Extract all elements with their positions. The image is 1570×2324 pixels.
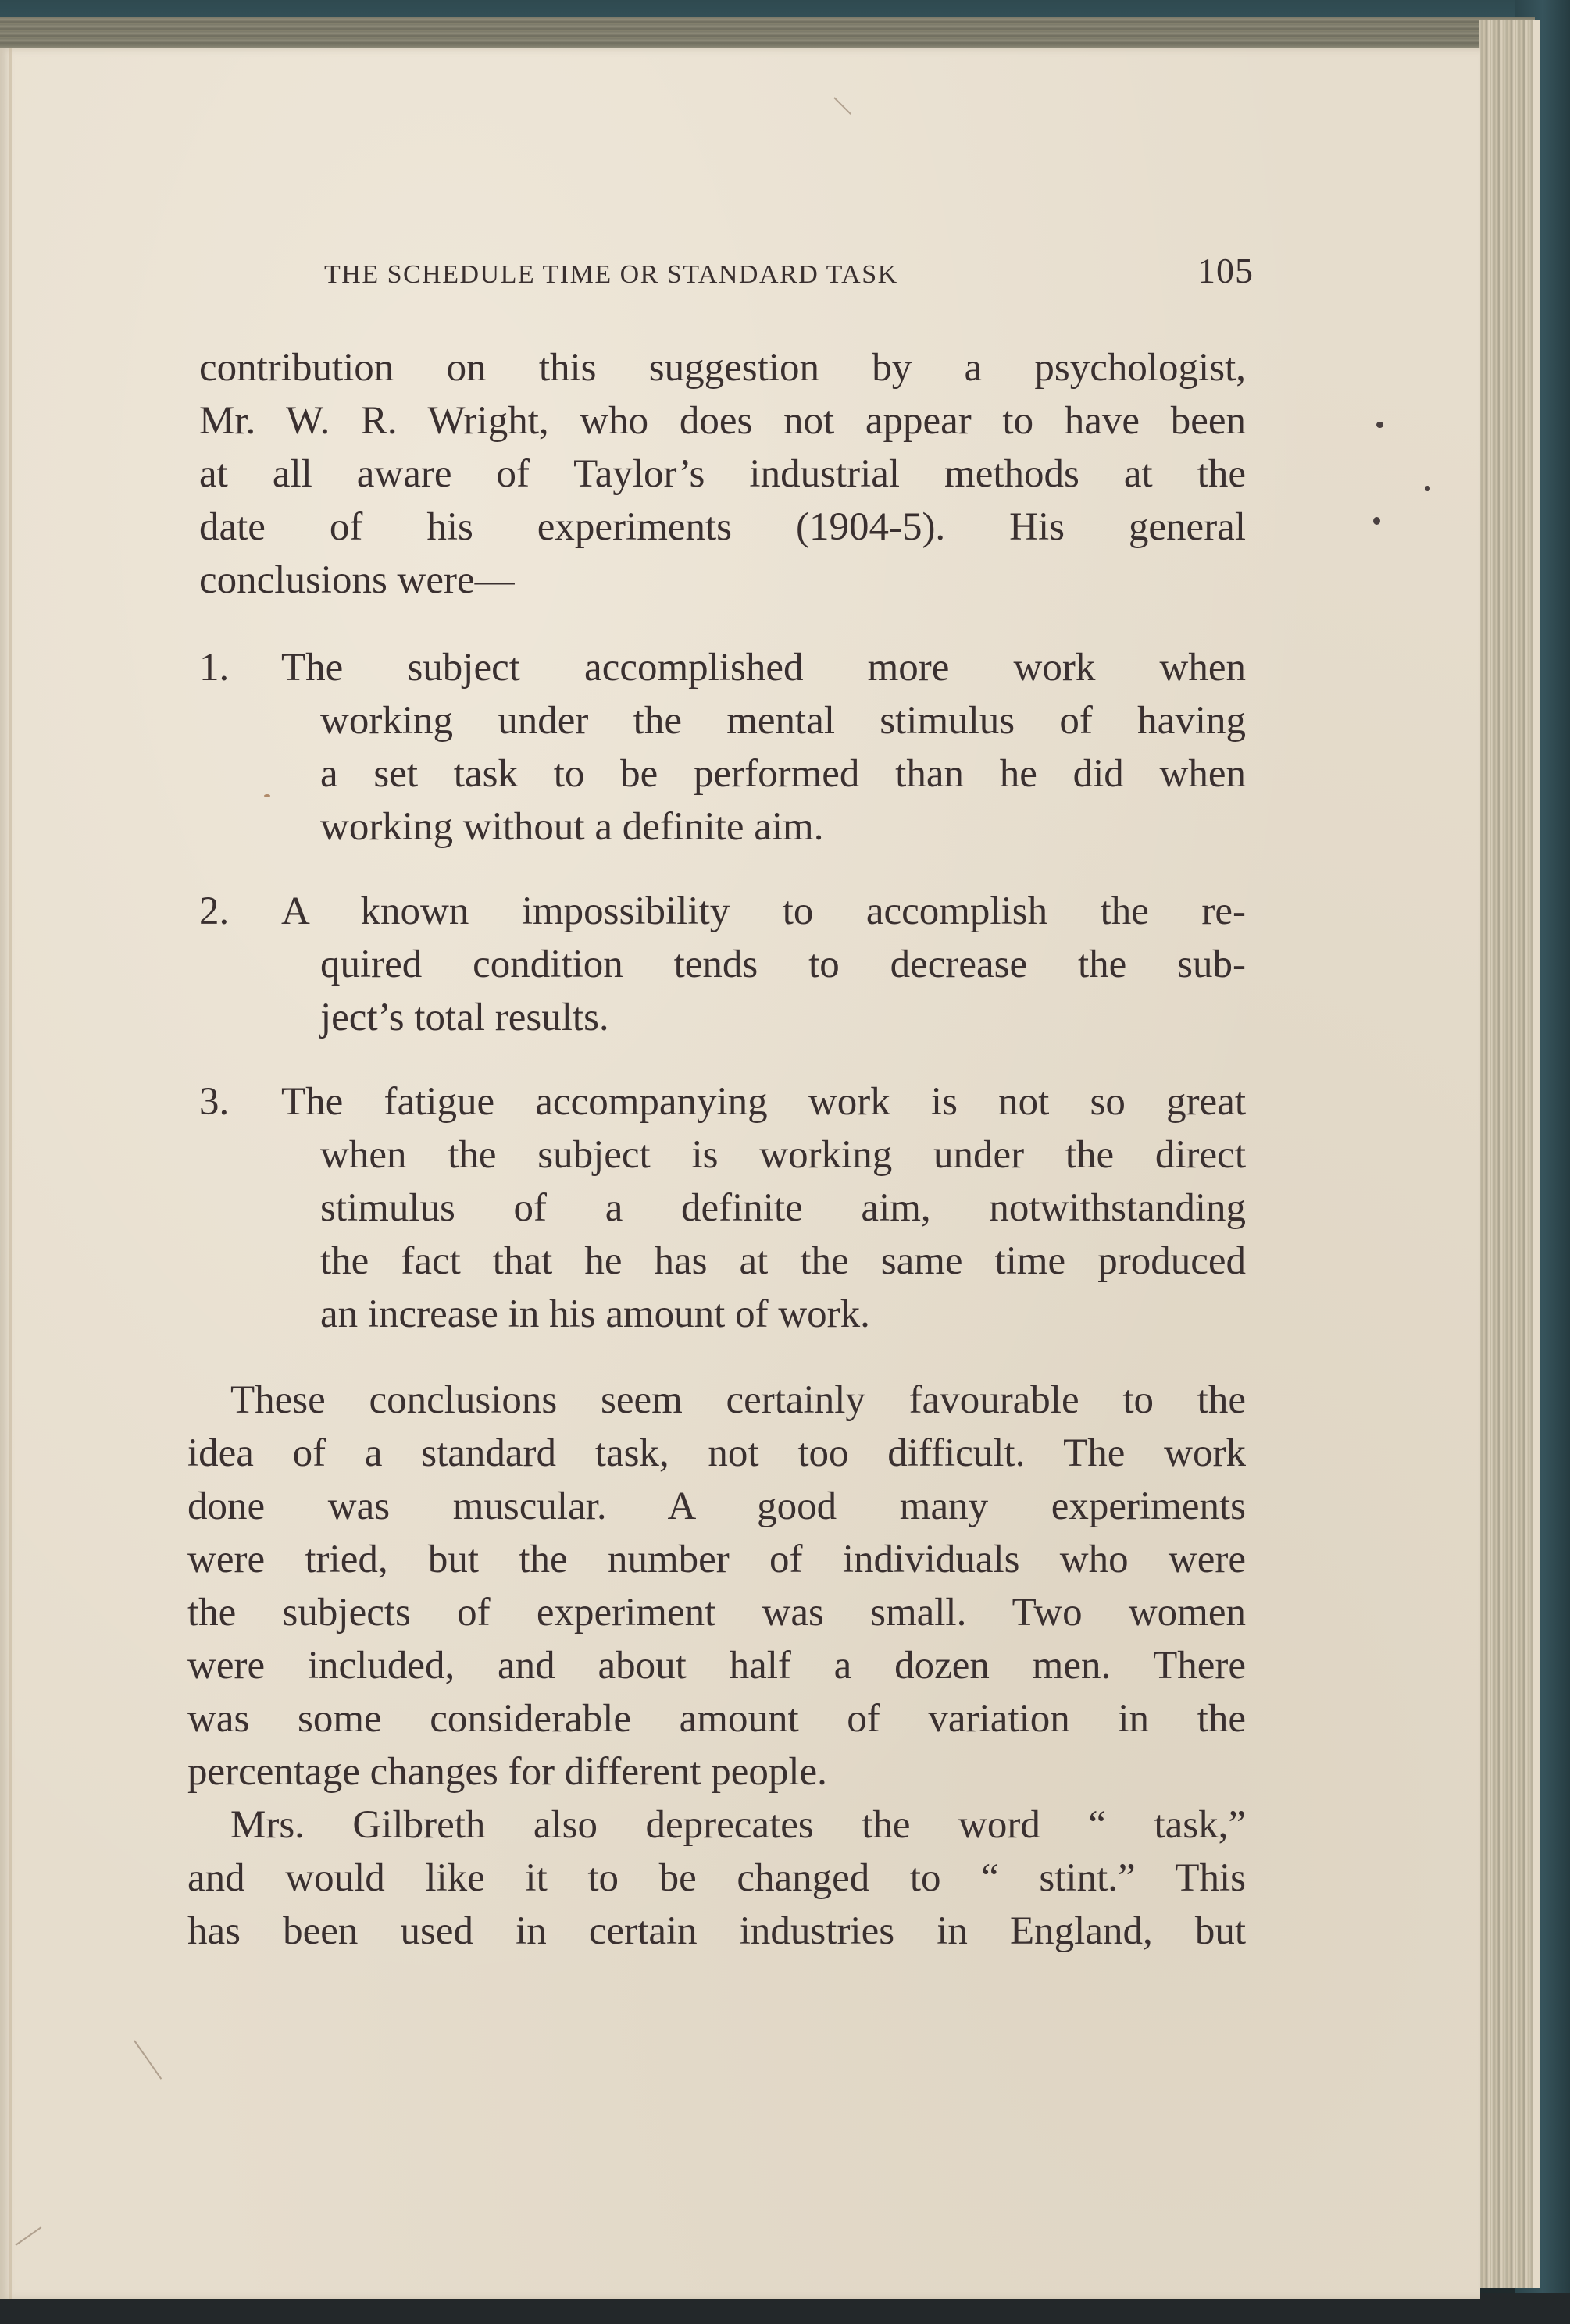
text-line: and would like it to be changed to “ stint.” This	[187, 1856, 1246, 1900]
text-line: A known impossibility to accomplish the re-	[281, 889, 1246, 933]
text-line: stimulus of a definite aim, notwithstanding	[320, 1186, 1246, 1230]
paragraph-findings	[187, 1374, 1246, 1798]
ink-speck	[1373, 517, 1380, 525]
paper-scratch	[134, 2040, 162, 2079]
paper-scratch	[15, 2226, 41, 2246]
text-line: done was muscular. A good many experiments	[187, 1485, 1246, 1528]
text-line: ject’s total results.	[320, 996, 609, 1039]
running-title: THE SCHEDULE TIME OR STANDARD TASK	[324, 260, 898, 289]
text-line: an increase in his amount of work.	[320, 1292, 870, 1336]
text-line: The subject accomplished more work when	[281, 646, 1246, 690]
list-number: 1.	[199, 646, 230, 690]
conclusion-item	[199, 641, 1246, 854]
page-number: 105	[1197, 251, 1254, 290]
running-head	[324, 250, 1254, 305]
list-number: 3.	[199, 1080, 230, 1124]
text-line: at all aware of Taylor’s industrial methods at the	[199, 452, 1246, 496]
list-number: 2.	[199, 889, 230, 933]
page-edges-right	[1479, 20, 1535, 2288]
text-line: working without a definite aim.	[320, 805, 824, 849]
text-line: quired condition tends to decrease the sub-	[320, 943, 1246, 986]
text-line: idea of a standard task, not too difficult. The work	[187, 1431, 1246, 1475]
text-line: Mrs. Gilbreth also deprecates the word “ task,”	[230, 1803, 1246, 1847]
text-line: These conclusions seem certainly favourable to the	[230, 1378, 1246, 1422]
text-line: were included, and about half a dozen men. There	[187, 1644, 1246, 1688]
closing-paragraphs	[187, 1374, 1246, 1958]
text-line: percentage changes for different people.	[187, 1750, 827, 1794]
text-line: the fact that he has at the same time produced	[320, 1239, 1246, 1283]
ink-speck	[1376, 422, 1383, 428]
text-line: The fatigue accompanying work is not so great	[281, 1080, 1246, 1124]
ink-speck	[1425, 486, 1430, 491]
text-line: were tried, but the number of individuals who were	[187, 1538, 1246, 1581]
paragraph-gilbreth	[187, 1798, 1246, 1958]
text-line: was some considerable amount of variation in the	[187, 1697, 1246, 1741]
conclusions-list	[199, 641, 1246, 1341]
text-line: Mr. W. R. Wright, who does not appear to have been	[199, 399, 1246, 443]
text-line: a set task to be performed than he did when	[320, 752, 1246, 796]
text-line: date of his experiments (1904-5). His general	[199, 505, 1246, 549]
text-line: the subjects of experiment was small. Two women	[187, 1591, 1246, 1634]
body-text	[187, 341, 1246, 1958]
book-page	[0, 48, 1480, 2299]
text-line: working under the mental stimulus of having	[320, 699, 1246, 743]
intro-paragraph	[199, 341, 1246, 607]
gutter-fold	[9, 48, 12, 2299]
text-line: has been used in certain industries in England, but	[187, 1909, 1246, 1953]
conclusion-item	[199, 885, 1246, 1044]
text-line: conclusions were—	[199, 558, 515, 602]
text-line: when the subject is working under the direct	[320, 1133, 1246, 1177]
text-line: contribution on this suggestion by a psychologist,	[199, 346, 1246, 390]
conclusion-item	[199, 1075, 1246, 1341]
paper-scratch	[833, 97, 851, 115]
